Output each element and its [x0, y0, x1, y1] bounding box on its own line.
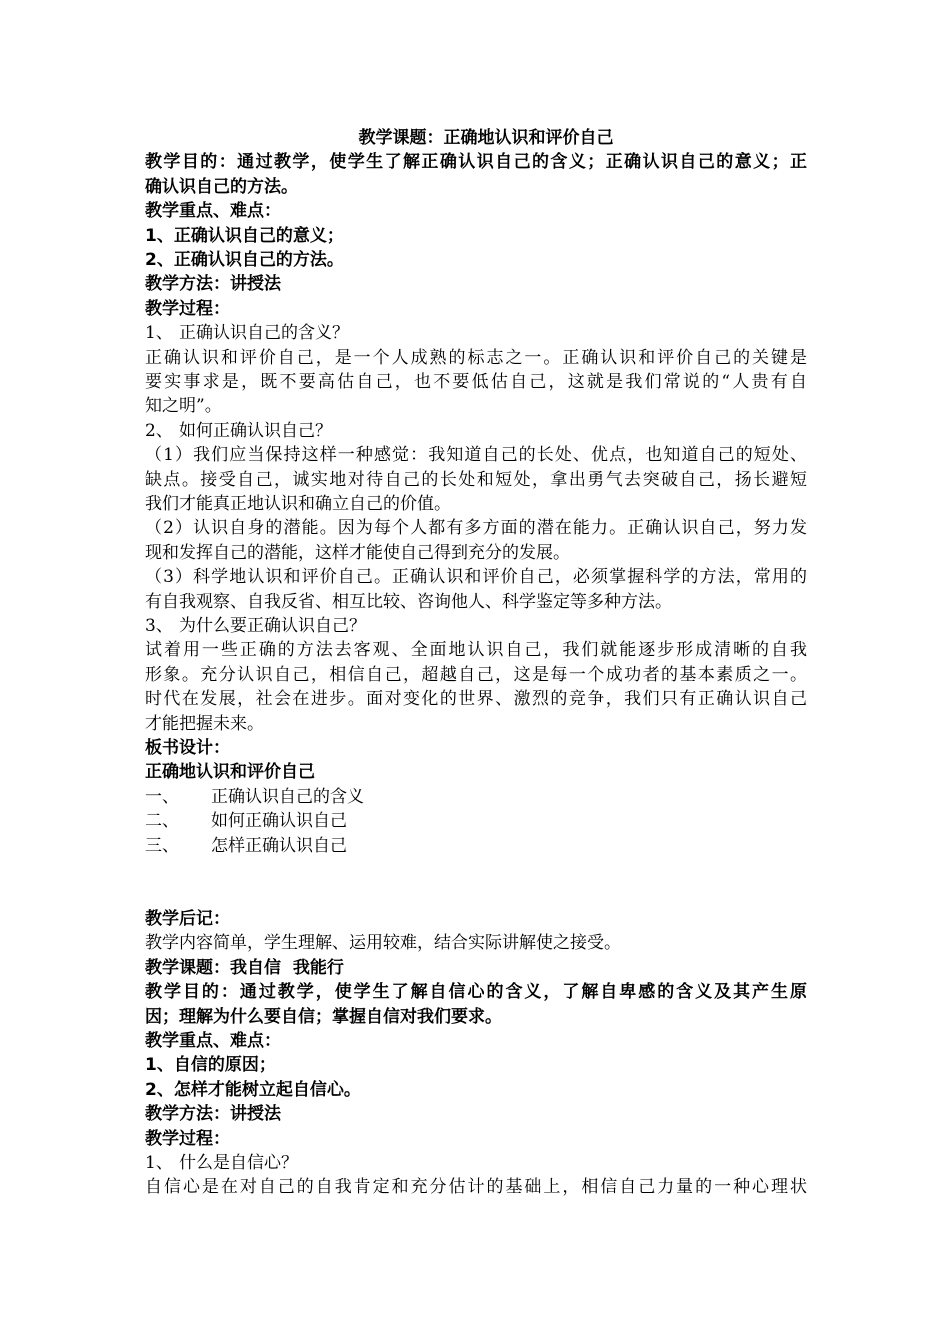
question-number: 1、 — [145, 1153, 173, 1174]
afterword-heading: 教学后记： — [145, 909, 230, 930]
lesson2-key-point-2: 2、怎样才能树立起自信心。 — [145, 1079, 361, 1100]
lesson1-p2-line1: （1）我们应当保持这样一种感觉：我知道自己的长处、优点，也知道自己的短处、 — [145, 445, 807, 466]
lesson2-purpose-line1: 教学目的：通过教学，使学生了解自信心的含义，了解自卑感的含义及其产生原 — [145, 982, 807, 1003]
lesson2-method: 教学方法：讲授法 — [145, 1104, 281, 1125]
lesson1-title: 教学课题：正确地认识和评价自己 — [358, 128, 614, 148]
lesson2-process-heading: 教学过程： — [145, 1128, 230, 1149]
board-item — [145, 834, 807, 858]
board-item-number: 二、 — [145, 811, 179, 832]
board-item-number: 一、 — [145, 786, 179, 807]
board-item — [145, 809, 807, 833]
lesson1-key-points-heading: 教学重点、难点： — [145, 201, 281, 222]
board-design-title: 正确地认识和评价自己 — [145, 762, 315, 783]
board-item — [145, 785, 807, 809]
lesson1-p1-line1: 正确认识和评价自己，是一个人成熟的标志之一。正确认识和评价自己的关键是 — [145, 347, 807, 368]
question-text: 正确认识自己的含义？ — [179, 323, 349, 344]
lesson2-p1-line1: 自信心是在对自己的自我肯定和充分估计的基础上，相信自己力量的一种心理状 — [145, 1177, 807, 1198]
question-text: 什么是自信心？ — [179, 1153, 298, 1174]
lesson2-key-point-1: 1、自信的原因； — [145, 1055, 276, 1076]
question-text: 如何正确认识自己？ — [179, 420, 332, 441]
question-number: 2、 — [145, 420, 173, 441]
lesson2-title: 教学课题：我自信 我能行 — [145, 957, 344, 978]
board-item-text: 怎样正确认识自己 — [211, 835, 347, 856]
lesson1-question-2 — [145, 419, 807, 443]
lesson1-p2-line2: 缺点。接受自己，诚实地对待自己的长处和短处，拿出勇气去突破自己，扬长避短 — [145, 469, 807, 490]
question-text: 为什么要正确认识自己？ — [179, 616, 366, 637]
lesson1-method: 教学方法：讲授法 — [145, 274, 281, 295]
question-number: 1、 — [145, 323, 173, 344]
lesson2-purpose-line2: 因；理解为什么要自信；掌握自信对我们要求。 — [145, 1006, 502, 1027]
document-page — [145, 126, 807, 1200]
lesson2-question-1 — [145, 1151, 807, 1175]
lesson1-p2-line3: 我们才能真正地认识和确立自己的价值。 — [145, 494, 451, 515]
lesson1-p1-line2: 要实事求是，既不要高估自己，也不要低估自己，这就是我们常说的“人贵有自 — [145, 372, 807, 393]
lesson1-p4-line2: 有自我观察、自我反省、相互比较、咨询他人、科学鉴定等多种方法。 — [145, 591, 672, 612]
lesson1-key-point-2: 2、正确认识自己的方法。 — [145, 250, 344, 271]
lesson1-purpose-line2: 确认识自己的方法。 — [145, 176, 298, 197]
lesson1-question-1 — [145, 321, 807, 345]
lesson1-purpose-line1: 教学目的：通过教学，使学生了解正确认识自己的含义；正确认识自己的意义；正 — [145, 152, 807, 173]
board-item-number: 三、 — [145, 835, 179, 856]
blank-spacer — [145, 858, 807, 907]
lesson1-process-heading: 教学过程： — [145, 298, 230, 319]
lesson1-p5-line1: 试着用一些正确的方法去客观、全面地认识自己，我们就能逐步形成清晰的自我 — [145, 640, 807, 661]
lesson1-key-point-1: 1、正确认识自己的意义； — [145, 225, 344, 246]
lesson1-p5-line3: 时代在发展，社会在进步。面对变化的世界、激烈的竞争，我们只有正确认识自己 — [145, 689, 807, 710]
question-number: 3、 — [145, 616, 173, 637]
board-design-heading: 板书设计： — [145, 738, 230, 758]
afterword-text: 教学内容简单，学生理解、运用较难，结合实际讲解使之接受。 — [145, 933, 621, 954]
board-item-text: 正确认识自己的含义 — [211, 786, 364, 807]
lesson1-question-3 — [145, 614, 807, 638]
lesson1-p4-line1: （3）科学地认识和评价自己。正确认识和评价自己，必须掌握科学的方法，常用的 — [145, 567, 807, 588]
lesson1-p5-line4: 才能把握未来。 — [145, 713, 264, 734]
lesson1-p3-line1: （2）认识自身的潜能。因为每个人都有多方面的潜在能力。正确认识自己，努力发 — [145, 518, 807, 539]
board-item-text: 如何正确认识自己 — [211, 811, 347, 832]
lesson1-p3-line2: 现和发挥自己的潜能，这样才能使自己得到充分的发展。 — [145, 542, 570, 563]
lesson1-p1-line3: 知之明”。 — [145, 396, 222, 417]
lesson2-key-points-heading: 教学重点、难点： — [145, 1031, 281, 1052]
lesson1-p5-line2: 形象。充分认识自己，相信自己，超越自己，这是每一个成功者的基本素质之一。 — [145, 664, 807, 685]
